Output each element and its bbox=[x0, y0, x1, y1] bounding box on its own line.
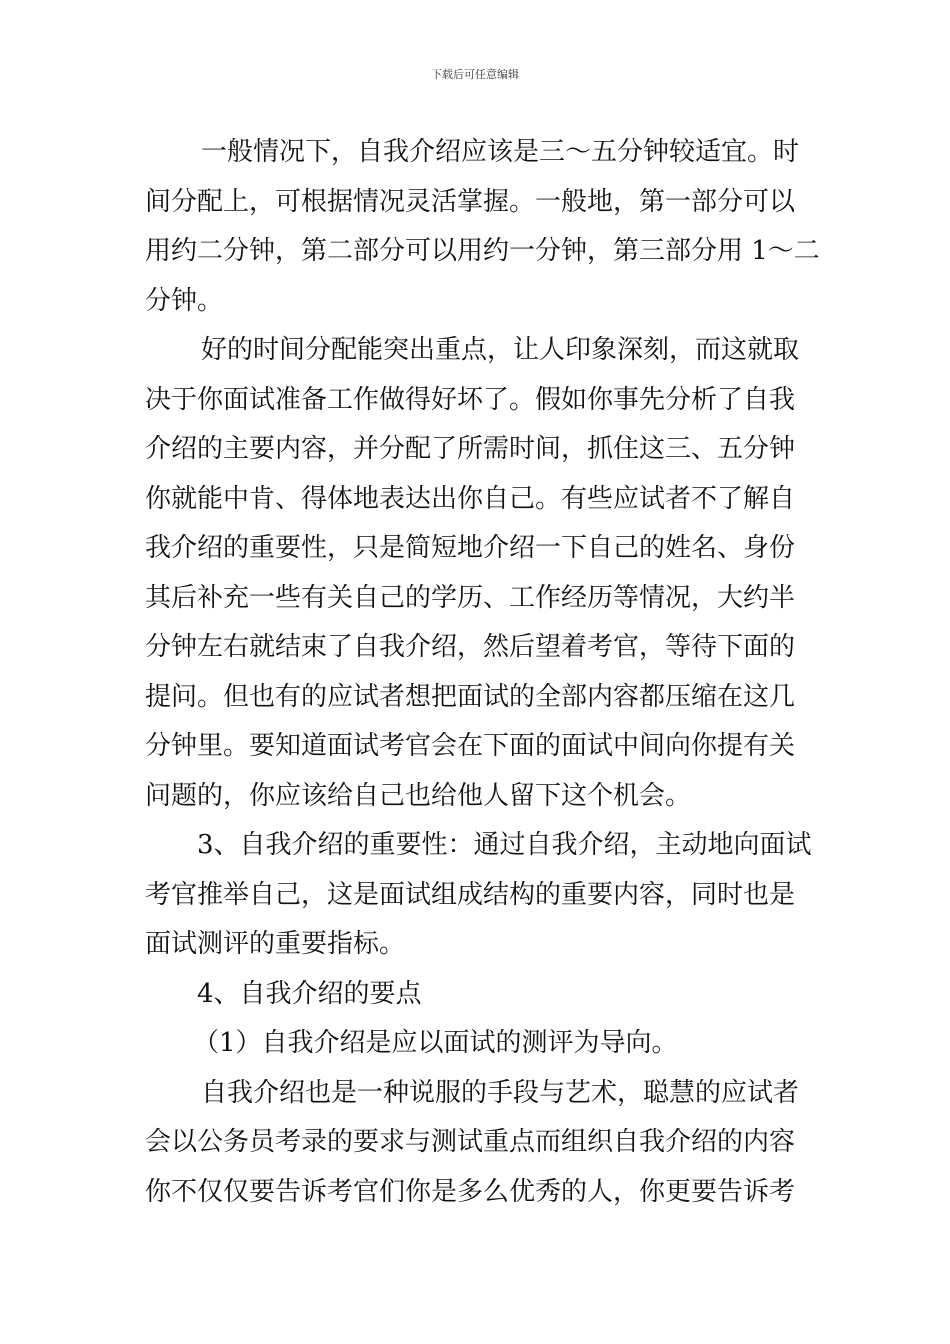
paragraph-line: 用约二分钟，第二部分可以用约一分钟，第三部分用 1～二 bbox=[145, 236, 820, 266]
page-header: 下载后可任意编辑 bbox=[431, 68, 519, 81]
paragraph-line: 你不仅仅要告诉考官们你是多么优秀的人，你更要告诉考 bbox=[145, 1176, 796, 1207]
document-body bbox=[145, 132, 820, 1221]
paragraph-line: 会以公务员考录的要求与测试重点而组织自我介绍的内容 bbox=[145, 1127, 796, 1157]
paragraph-line: 自我介绍也是一种说服的手段与艺术，聪慧的应试者 bbox=[201, 1077, 800, 1108]
paragraph-line: 考官推举自己，这是面试组成结构的重要内容，同时也是 bbox=[145, 879, 796, 910]
paragraph-line: 分钟。 bbox=[145, 285, 224, 316]
paragraph-line: 提问。但也有的应试者想把面试的全部内容都压缩在这几 bbox=[145, 681, 796, 712]
paragraph-line: 3、自我介绍的重要性：通过自我介绍，主动地向面试 bbox=[197, 830, 812, 860]
subsection-heading: （1）自我介绍是应以面试的测评为导向。 bbox=[193, 1028, 678, 1058]
paragraph-line: 面试测评的重要指标。 bbox=[145, 929, 406, 959]
paragraph-line: 好的时间分配能突出重点，让人印象深刻，而这就取 bbox=[201, 335, 800, 365]
paragraph-line: 问题的，你应该给自己也给他人留下这个机会。 bbox=[145, 780, 692, 811]
paragraph-line: 一般情况下，自我介绍应该是三～五分钟较适宜。时 bbox=[201, 137, 800, 167]
section-heading: 4、自我介绍的要点 bbox=[197, 978, 422, 1009]
paragraph-line: 间分配上，可根据情况灵活掌握。一般地，第一部分可以 bbox=[145, 186, 796, 217]
paragraph-line: 其后补充一些有关自己的学历、工作经历等情况，大约半 bbox=[145, 582, 796, 613]
paragraph-line: 我介绍的重要性，只是简短地介绍一下自己的姓名、身份 bbox=[145, 533, 796, 563]
paragraph-line: 分钟左右就结束了自我介绍，然后望着考官，等待下面的 bbox=[145, 632, 796, 662]
paragraph-line: 你就能中肯、得体地表达出你自己。有些应试者不了解自 bbox=[145, 483, 796, 514]
paragraph-line: 介绍的主要内容，并分配了所需时间，抓住这三、五分钟 bbox=[145, 434, 796, 464]
paragraph-line: 决于你面试准备工作做得好坏了。假如你事先分析了自我 bbox=[145, 384, 796, 415]
paragraph-line: 分钟里。要知道面试考官会在下面的面试中间向你提有关 bbox=[145, 731, 796, 761]
